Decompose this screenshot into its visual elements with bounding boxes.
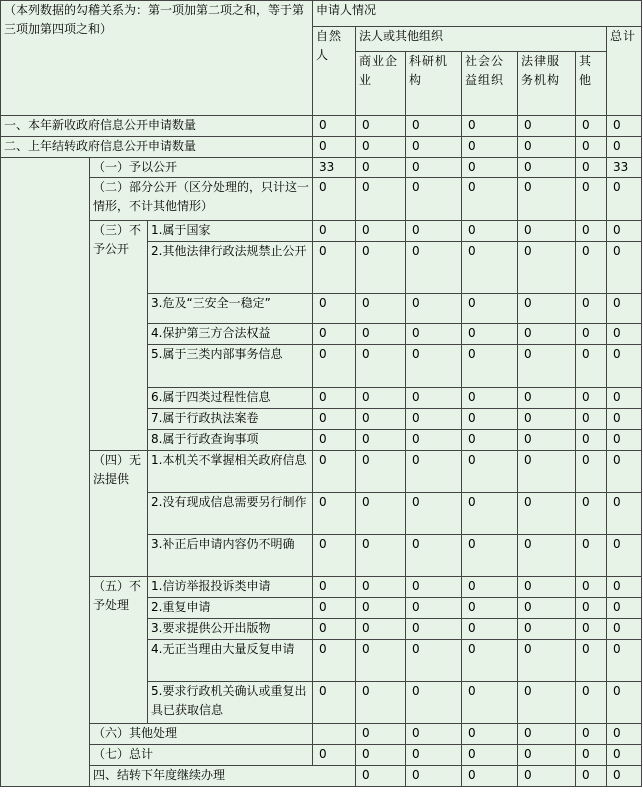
cell-value: 0 [406,640,462,682]
cell-value: 0 [313,324,356,345]
row-label: 3.补正后申请内容仍不明确 [148,535,313,577]
cell-value: 0 [406,242,462,294]
cell-value: 0 [607,724,642,745]
cell-value: 0 [518,598,576,619]
cell-value: 0 [406,724,462,745]
cell-value: 0 [406,388,462,409]
cell-value: 0 [356,158,406,178]
cell-value: 0 [607,178,642,221]
cell-value: 0 [406,345,462,388]
cell-value: 0 [518,345,576,388]
row-disclosed [1,158,642,178]
cell-value: 0 [462,158,518,178]
row-not-disclosed-1 [1,221,642,242]
cell-value: 0 [406,493,462,535]
cell-value: 0 [356,324,406,345]
row-unable-1 [1,451,642,493]
cell-value: 0 [576,640,607,682]
cell-value: 0 [576,409,607,430]
cell-value: 0 [607,430,642,451]
cell-value: 0 [462,242,518,294]
cell-value: 0 [406,324,462,345]
cell-value: 0 [607,493,642,535]
cell-value: 0 [462,430,518,451]
cell-value: 0 [462,745,518,766]
cell-value: 0 [356,178,406,221]
cell-value: 0 [356,409,406,430]
row-label: 1.信访举报投诉类申请 [148,577,313,598]
cell-value: 0 [607,682,642,724]
cell-value: 0 [607,294,642,324]
cell-value: 0 [313,178,356,221]
cell-value: 0 [462,324,518,345]
cell-value: 0 [462,409,518,430]
row-label: 1.本机关不掌握相关政府信息 [148,451,313,493]
cell-value: 0 [406,294,462,324]
row-carried-over [1,137,642,158]
row-label: 5.属于三类内部事务信息 [148,345,313,388]
cell-value: 0 [607,409,642,430]
cell-value: 0 [356,619,406,640]
row-label: 3.要求提供公开出版物 [148,619,313,640]
cell-value: 0 [406,745,462,766]
cell-value: 0 [607,345,642,388]
cell-value: 0 [356,598,406,619]
cell-value: 0 [313,598,356,619]
cell-value: 0 [356,137,406,158]
cell-value: 0 [518,324,576,345]
row-label: 8.属于行政查询事项 [148,430,313,451]
cell-value: 0 [462,535,518,577]
cell-value: 0 [313,409,356,430]
cell-value: 0 [607,451,642,493]
row-label: （七）总计 [90,745,313,766]
cell-value: 0 [607,766,642,787]
cell-value: 0 [576,430,607,451]
header-other: 其他 [576,52,607,116]
cell-value: 0 [462,178,518,221]
cell-value: 0 [462,766,518,787]
cell-value: 0 [406,409,462,430]
row-new-requests [1,116,642,137]
cell-value: 0 [406,766,462,787]
cell-value: 0 [356,388,406,409]
cell-value: 0 [518,640,576,682]
cell-value: 0 [356,640,406,682]
cell-value: 0 [576,178,607,221]
cell-value: 0 [576,388,607,409]
cell-value: 0 [576,766,607,787]
cell-value: 0 [313,745,356,766]
cell-value: 0 [607,116,642,137]
cell-value: 0 [313,577,356,598]
header-legal-service: 法律服务机构 [518,52,576,116]
cell-value: 0 [518,430,576,451]
cell-value: 0 [607,640,642,682]
cell-value: 0 [406,116,462,137]
cell-value: 0 [356,345,406,388]
cell-value: 0 [576,158,607,178]
cell-value: 0 [576,619,607,640]
row-label: 1.属于国家 [148,221,313,242]
cell-value: 0 [576,724,607,745]
header-applicant: 申请人情况 [313,1,642,27]
cell-value: 0 [313,640,356,682]
row-label: 2.没有现成信息需要另行制作 [148,493,313,535]
row-other-processing [1,724,642,745]
cell-value: 0 [607,619,642,640]
row-label: 5.要求行政机关确认或重复出具已获取信息 [148,682,313,724]
cell-value: 0 [356,766,406,787]
cell-value: 0 [576,682,607,724]
cell-value: 0 [406,598,462,619]
row-label: 4.保护第三方合法权益 [148,324,313,345]
cell-value: 0 [576,345,607,388]
row-label: 二、上年结转政府信息公开申请数量 [1,137,313,158]
cell-value: 0 [462,493,518,535]
cell-value: 0 [576,598,607,619]
row-label: 2.重复申请 [148,598,313,619]
cell-value: 0 [356,221,406,242]
cell-value: 0 [462,116,518,137]
cell-value: 0 [518,178,576,221]
cell-value: 0 [406,178,462,221]
header-natural-person: 自然人 [313,27,356,116]
cell-value: 0 [356,294,406,324]
cell-value: 0 [607,137,642,158]
cell-value: 0 [462,724,518,745]
row-label: 4.无正当理由大量反复申请 [148,640,313,682]
cell-value: 0 [356,116,406,137]
cell-value: 0 [356,535,406,577]
cell-value: 0 [576,577,607,598]
cell-value: 0 [518,137,576,158]
cell-value: 0 [462,598,518,619]
row-carry-forward [1,766,642,787]
row-label: 7.属于行政执法案卷 [148,409,313,430]
row-label: （二）部分公开（区分处理的，只计这一情形，不计其他情形） [90,178,313,221]
cell-value: 0 [462,294,518,324]
cell-value: 0 [518,724,576,745]
cell-value: 0 [518,577,576,598]
cell-value: 0 [462,137,518,158]
cell-value: 0 [576,451,607,493]
cell-value: 0 [356,724,406,745]
cell-value: 0 [576,745,607,766]
cell-value: 33 [313,158,356,178]
cell-value: 0 [462,345,518,388]
cell-value: 0 [462,682,518,724]
cell-value: 0 [313,221,356,242]
cell-value: 0 [406,682,462,724]
cell-value: 0 [576,242,607,294]
cell-value: 0 [313,451,356,493]
cell-value: 0 [576,137,607,158]
cell-value: 0 [518,535,576,577]
cell-value: 0 [313,116,356,137]
cell-value: 0 [462,619,518,640]
cell-value: 0 [356,577,406,598]
cell-value: 0 [518,493,576,535]
cell-value: 0 [313,242,356,294]
cell-value: 0 [356,493,406,535]
header-note: （本列数据的勾稽关系为：第一项加第二项之和，等于第三项加第四项之和） [1,1,313,116]
row-total [1,745,642,766]
cell-value: 0 [406,430,462,451]
cell-value: 0 [462,640,518,682]
header-legal-group: 法人或其他组织 [356,27,607,52]
cell-value: 0 [313,294,356,324]
cell-value: 0 [462,577,518,598]
row-label: 四、结转下年度继续办理 [90,766,356,787]
cell-value: 0 [406,221,462,242]
cell-value: 0 [518,158,576,178]
cell-value: 0 [406,577,462,598]
cell-value: 0 [607,598,642,619]
row-label: 一、本年新收政府信息公开申请数量 [1,116,313,137]
row-label: （六）其他处理 [90,724,313,745]
cell-value: 0 [576,221,607,242]
cell-value: 0 [356,451,406,493]
cell-value: 0 [356,745,406,766]
cell-value: 0 [406,535,462,577]
category-not-processed: （五）不予处理 [90,577,148,724]
row-label: 2.其他法律行政法规禁止公开 [148,242,313,294]
cell-value: 0 [607,242,642,294]
row-partial [1,178,642,221]
cell-value: 0 [313,430,356,451]
cell-value: 0 [406,137,462,158]
cell-value [313,724,356,745]
row-label: 3.危及“三安全一稳定” [148,294,313,324]
cell-value: 0 [607,577,642,598]
cell-value: 33 [607,158,642,178]
cell-value: 0 [313,137,356,158]
cell-value: 0 [462,388,518,409]
cell-value: 0 [313,345,356,388]
cell-value: 0 [518,745,576,766]
cell-value: 0 [462,451,518,493]
header-business: 商业企业 [356,52,406,116]
row-label: （一）予以公开 [90,158,313,178]
cell-value: 0 [607,535,642,577]
section-three-blank [1,158,90,787]
cell-value: 0 [607,324,642,345]
header-total: 总计 [607,27,642,116]
cell-value: 0 [518,242,576,294]
cell-value: 0 [406,619,462,640]
category-unable: （四）无法提供 [90,451,148,577]
cell-value: 0 [313,388,356,409]
cell-value: 0 [518,221,576,242]
cell-value: 0 [518,116,576,137]
cell-value: 0 [576,324,607,345]
cell-value: 0 [518,451,576,493]
cell-value: 0 [313,682,356,724]
cell-value: 0 [576,535,607,577]
cell-value: 0 [518,388,576,409]
cell-value: 0 [462,221,518,242]
category-not-disclosed: （三）不予公开 [90,221,148,451]
cell-value: 0 [607,221,642,242]
header-research: 科研机构 [406,52,462,116]
cell-value: 0 [518,682,576,724]
row-not-processed-1 [1,577,642,598]
cell-value: 0 [518,294,576,324]
row-label: 6.属于四类过程性信息 [148,388,313,409]
cell-value: 0 [313,535,356,577]
cell-value: 0 [518,619,576,640]
header-social: 社会公益组织 [462,52,518,116]
cell-value: 0 [518,766,576,787]
cell-value: 0 [356,430,406,451]
cell-value: 0 [313,619,356,640]
cell-value: 0 [576,493,607,535]
cell-value: 0 [518,409,576,430]
cell-value: 0 [356,682,406,724]
cell-value: 0 [406,451,462,493]
cell-value: 0 [576,116,607,137]
cell-value: 0 [576,294,607,324]
cell-value: 0 [406,158,462,178]
cell-value: 0 [607,745,642,766]
cell-value: 0 [607,388,642,409]
cell-value: 0 [356,242,406,294]
cell-value: 0 [313,493,356,535]
